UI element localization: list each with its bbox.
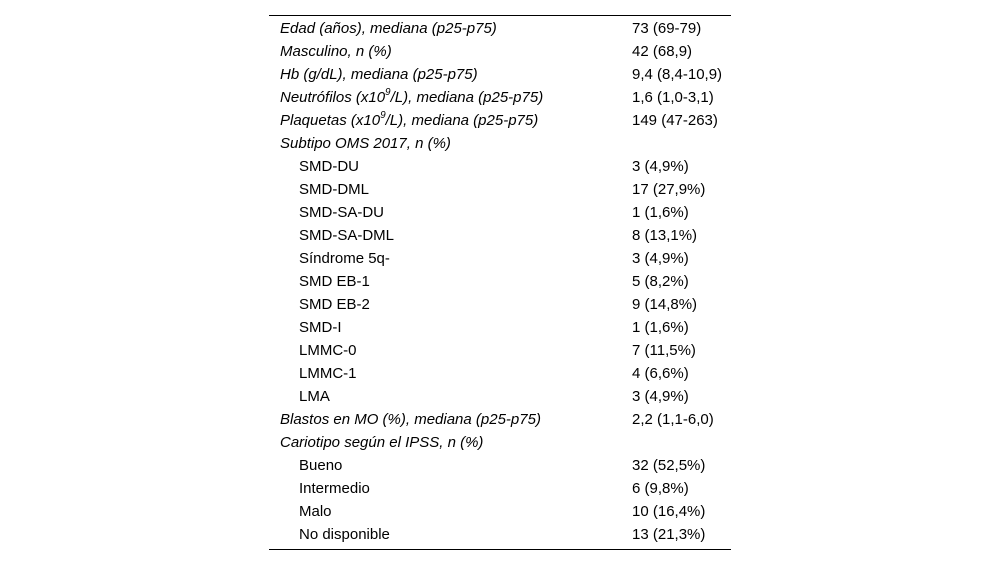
table-row [269, 17, 731, 40]
table-row [269, 454, 731, 477]
row-value: 9,4 (8,4-10,9) [632, 66, 723, 83]
row-label: LMA [299, 388, 330, 405]
row-value: 17 (27,9%) [632, 181, 706, 198]
row-label [269, 86, 632, 109]
row-value: 1 (1,6%) [632, 319, 689, 336]
table-row [269, 385, 731, 408]
table-row [269, 178, 731, 201]
row-value [632, 132, 731, 155]
label-text: /L), mediana (p25-p75) [390, 89, 544, 106]
row-label: Intermedio [299, 480, 370, 497]
row-label [269, 109, 632, 132]
label-text: /L), mediana (p25-p75) [385, 112, 539, 129]
row-label: Síndrome 5q- [299, 250, 390, 267]
row-value: 6 (9,8%) [632, 480, 689, 497]
row-label: Subtipo OMS 2017, n (%) [280, 135, 451, 152]
row-value: 8 (13,1%) [632, 227, 698, 244]
row-label: Hb (g/dL), mediana (p25-p75) [280, 66, 478, 83]
table-row [269, 293, 731, 316]
row-value: 1 (1,6%) [632, 204, 689, 221]
row-label: SMD-I [299, 319, 342, 336]
row-label: Malo [299, 503, 332, 520]
row-value: 4 (6,6%) [632, 365, 689, 382]
row-value: 32 (52,5%) [632, 457, 706, 474]
row-label: No disponible [299, 526, 390, 543]
table-row [269, 523, 731, 546]
table-row [269, 362, 731, 385]
row-value: 3 (4,9%) [632, 250, 689, 267]
row-label: Bueno [299, 457, 343, 474]
table-row [269, 270, 731, 293]
table-row [269, 224, 731, 247]
row-label: SMD EB-2 [299, 296, 370, 313]
row-label: SMD-SA-DML [299, 227, 395, 244]
data-table [269, 17, 731, 546]
row-value: 1,6 (1,0-3,1) [632, 89, 714, 106]
table-row [269, 201, 731, 224]
row-label: Blastos en MO (%), mediana (p25-p75) [280, 411, 541, 428]
row-label: SMD-SA-DU [299, 204, 384, 221]
row-value: 42 (68,9) [632, 43, 693, 60]
row-label: Edad (años), mediana (p25-p75) [280, 20, 497, 37]
table-row [269, 109, 731, 132]
row-value: 3 (4,9%) [632, 388, 689, 405]
table-row [269, 408, 731, 431]
row-label: LMMC-1 [299, 365, 357, 382]
row-value: 7 (11,5%) [632, 342, 696, 359]
table-row [269, 155, 731, 178]
table-row [269, 63, 731, 86]
row-label: Masculino, n (%) [280, 43, 392, 60]
superscript: 9 [385, 87, 391, 98]
row-value: 3 (4,9%) [632, 158, 689, 175]
row-value: 2,2 (1,1-6,0) [632, 411, 714, 428]
row-label: Cariotipo según el IPSS, n (%) [280, 434, 484, 451]
table-row [269, 316, 731, 339]
table-row [269, 431, 731, 454]
table-row [269, 40, 731, 63]
row-value: 9 (14,8%) [632, 296, 698, 313]
table-row [269, 86, 731, 109]
table-row [269, 247, 731, 270]
superscript: 9 [380, 110, 386, 121]
row-value: 149 (47-263) [632, 112, 718, 129]
clinical-characteristics-table [269, 15, 731, 550]
table-row [269, 500, 731, 523]
row-label: SMD-DML [299, 181, 369, 198]
row-value: 10 (16,4%) [632, 503, 706, 520]
row-value [632, 431, 731, 454]
row-value: 13 (21,3%) [632, 526, 706, 543]
table-row [269, 477, 731, 500]
row-label: SMD-DU [299, 158, 359, 175]
row-value: 5 (8,2%) [632, 273, 689, 290]
row-value: 73 (69-79) [632, 20, 702, 37]
label-text: Plaquetas (x10 [280, 112, 381, 129]
row-label: LMMC-0 [299, 342, 357, 359]
table-row [269, 339, 731, 362]
row-label: SMD EB-1 [299, 273, 370, 290]
table-row [269, 132, 731, 155]
label-text: Neutrófilos (x10 [280, 89, 386, 106]
